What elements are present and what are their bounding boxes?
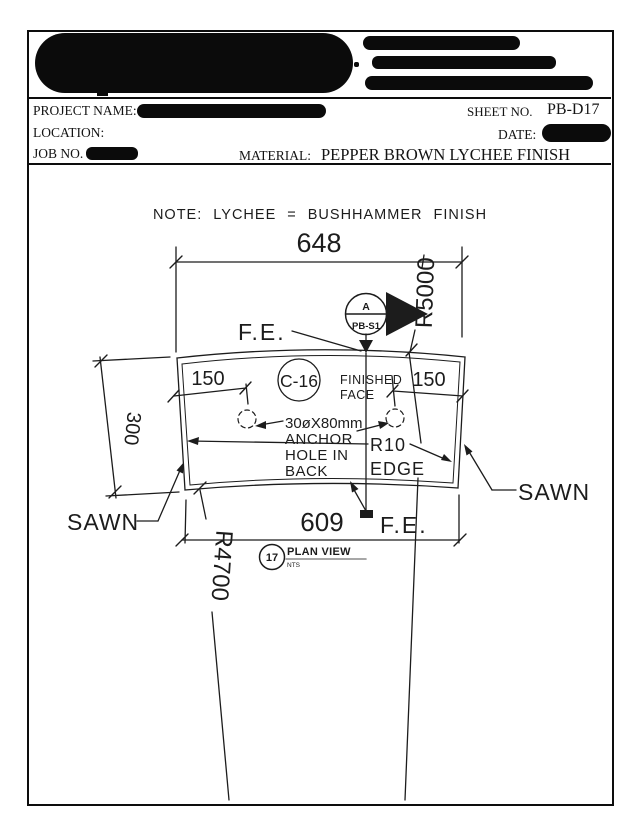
- dim-150-right-text: 150: [412, 369, 446, 391]
- dim-150-left-text: 150: [191, 368, 225, 390]
- edge-note-line1: R10: [370, 435, 407, 455]
- anchor-hole-left: [238, 410, 256, 428]
- dim-609-text: 609: [300, 507, 344, 537]
- material-label: MATERIAL:: [239, 148, 311, 163]
- fe-top-leader: [292, 331, 361, 351]
- note-text: NOTE: LYCHEE = BUSHHAMMER FINISH: [152, 207, 488, 223]
- fe-bottom-text: F.E.: [380, 512, 428, 538]
- location-label: LOCATION:: [33, 125, 105, 140]
- view-number-text: 17: [265, 552, 279, 564]
- sawn-left-text: SAWN: [67, 509, 140, 535]
- project-name-label: PROJECT NAME:: [33, 103, 137, 118]
- section-line-end-square: [360, 510, 373, 518]
- section-marker-letter: A: [362, 301, 370, 313]
- finished-face-line1: FINISHED: [340, 373, 403, 387]
- view-scale-text: NTS: [287, 562, 300, 569]
- job-no-label: JOB NO.: [33, 146, 84, 161]
- fe-bottom-leader: [353, 488, 366, 511]
- anchor-note-line2: ANCHOR: [285, 431, 354, 448]
- sheet-no-label: SHEET NO.: [467, 104, 533, 119]
- finished-face-line2: FACE: [340, 388, 375, 402]
- sheet-no-value: PB-D17: [547, 101, 600, 118]
- anchor-hole-right: [386, 409, 404, 427]
- anchor-note-line4: BACK: [285, 463, 328, 480]
- dim-r4700-text: R4700: [205, 529, 238, 602]
- date-label: DATE:: [498, 127, 537, 142]
- dim-648-text: 648: [296, 228, 342, 258]
- dim-300-text: 300: [119, 410, 145, 447]
- material-value: PEPPER BROWN LYCHEE FINISH: [321, 145, 571, 164]
- anchor-note-line3: HOLE IN: [285, 447, 349, 464]
- fe-top-text: F.E.: [238, 319, 286, 345]
- sawn-right-text: SAWN: [518, 479, 591, 505]
- view-title-text: PLAN VIEW: [287, 546, 351, 558]
- piece-label-text: C-16: [280, 371, 318, 391]
- section-marker-sheet: PB-S1: [352, 321, 380, 332]
- edge-note-line2: EDGE: [370, 459, 426, 479]
- dim-r5000-text: R5000: [410, 256, 441, 329]
- sawn-right-leader: [468, 450, 516, 490]
- anchor-note-line1: 30øX80mm: [285, 415, 363, 432]
